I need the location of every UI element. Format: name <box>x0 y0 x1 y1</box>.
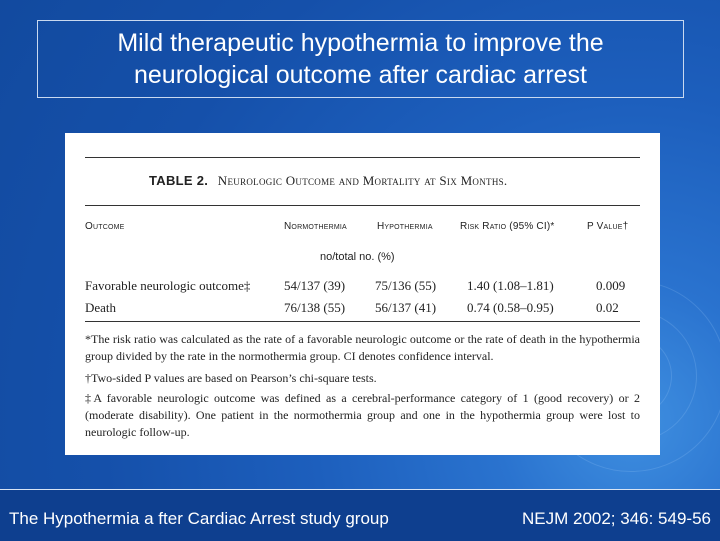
header-hypothermia: Hypothermia <box>377 221 433 232</box>
footnote-favorable-outcome: ‡A favorable neurologic outcome was defined as a cerebral-performance category of 1 (good recovery) or 2 (moderate disability). One patient in the normothermia group and one in the hypothermia group were lost to neurologic follow-up. <box>85 391 640 439</box>
slide-title <box>37 20 684 98</box>
row2-normothermia: 76/138 (55) <box>284 300 346 315</box>
row2-p-value: 0.02 <box>596 300 619 315</box>
footer-study-group: The Hypothermia a fter Cardiac Arrest study group <box>9 509 389 528</box>
row2-risk-ratio: 0.74 (0.58–0.95) <box>467 300 554 315</box>
caption-rule <box>85 205 640 206</box>
table-label: TABLE 2. <box>149 173 209 188</box>
header-outcome: Outcome <box>85 221 125 232</box>
table-top-rule <box>85 157 640 158</box>
row1-risk-ratio: 1.40 (1.08–1.81) <box>467 278 554 293</box>
title-line-1: Mild therapeutic hypothermia to improve the <box>117 29 604 57</box>
footnote-p-value: †Two-sided P values are based on Pearson’s chi-square tests. <box>85 371 377 385</box>
footnote-risk-ratio: *The risk ratio was calculated as the rate of a favorable neurologic outcome or the rate of death in the hypothermia group divided by the rate in the normothermia group. CI denotes confidence interval. <box>85 332 640 363</box>
row1-p-value: 0.009 <box>596 278 626 293</box>
results-table-image <box>65 133 660 455</box>
table-bottom-rule <box>85 321 640 322</box>
row1-outcome: Favorable neurologic outcome‡ <box>85 278 251 293</box>
row1-normothermia: 54/137 (39) <box>284 278 346 293</box>
table-title: Neurologic Outcome and Mortality at Six Months. <box>217 173 508 188</box>
header-risk-ratio: Risk Ratio (95% CI)* <box>460 221 555 232</box>
title-line-2: neurological outcome after cardiac arrest <box>133 61 587 89</box>
units-label: no/total no. (%) <box>320 251 395 263</box>
row1-hypothermia: 75/136 (55) <box>375 278 437 293</box>
footer-citation: NEJM 2002; 346: 549-56 <box>521 509 711 528</box>
header-p-value: P Value† <box>587 221 629 232</box>
row2-hypothermia: 56/137 (41) <box>375 300 437 315</box>
row2-outcome: Death <box>85 300 117 315</box>
slide-footer <box>0 489 720 541</box>
header-normothermia: Normothermia <box>284 221 347 232</box>
table-caption <box>149 173 507 189</box>
